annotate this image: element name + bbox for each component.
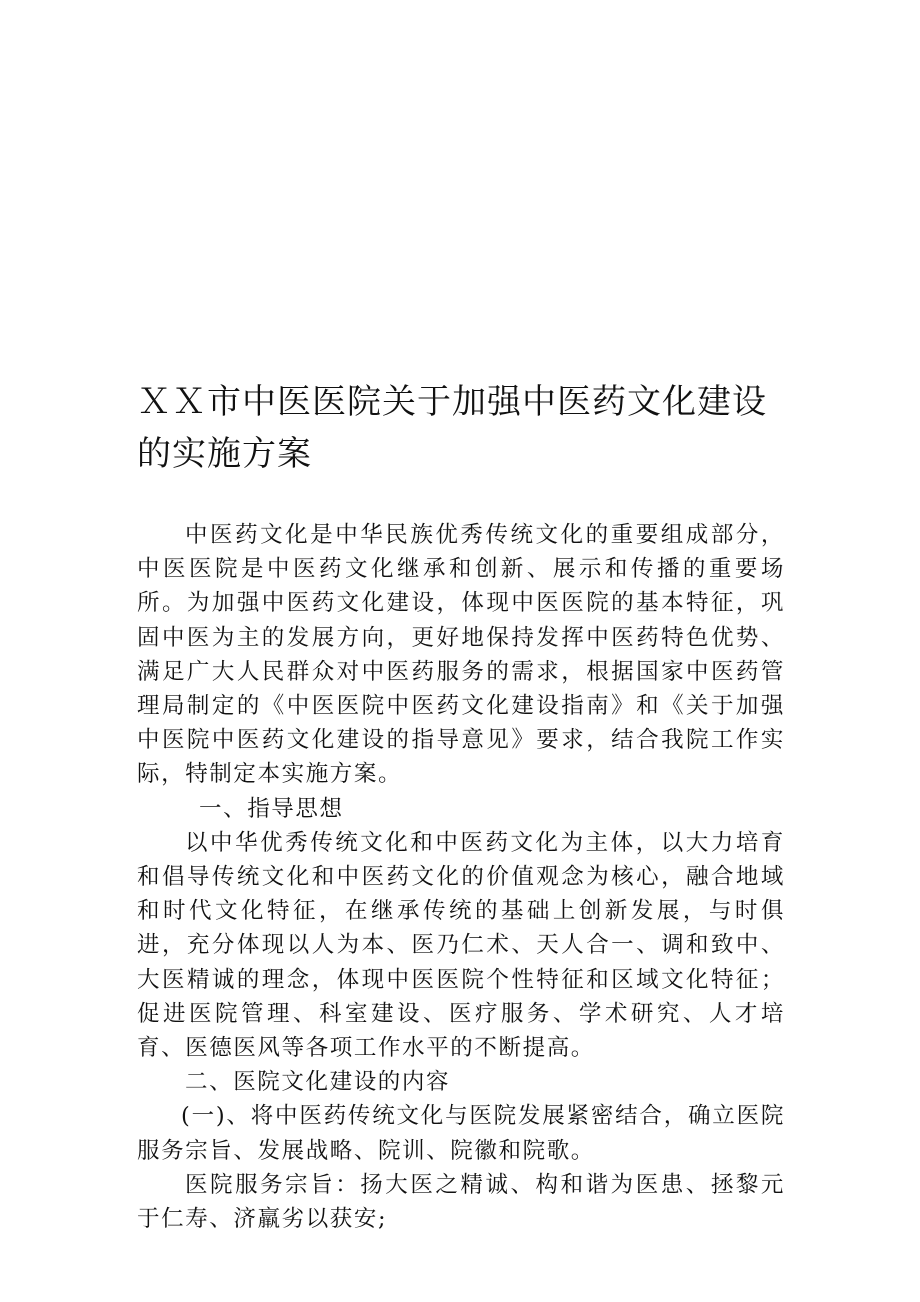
guiding-thought-paragraph: 以中华优秀传统文化和中医药文化为主体，以大力培育和倡导传统文化和中医药文化的价值观念为核心，融合地域和时代文化特征，在继承传统的基础上创新发展，与时俱进，充分体现以人为本、医乃仁术、天人合一、调和致中、大医精诚的理念，体现中医医院个性特征和区域文化特征；促进医院管理、科室建设、医疗服务、学术研究、人才培育、医德医风等各项工作水平的不断提高。 [137, 829, 785, 1062]
section-heading-guiding-thought: 一、指导思想 [199, 795, 344, 822]
intro-paragraph: 中医药文化是中华民族优秀传统文化的重要组成部分，中医医院是中医药文化继承和创新、展示和传播的重要场所。为加强中医药文化建设，体现中医医院的基本特征，巩固中医为主的发展方向，更好地保持发挥中医药特色优势、满足广大人民群众对中医药服务的需求，根据国家中医药管理局制定的《中医医院中医药文化建设指南》和《关于加强中医院中医药文化建设的指导意见》要求，结合我院工作实际，特制定本实施方案。 [137, 522, 785, 788]
service-purpose-paragraph: 医院服务宗旨：扬大医之精诚、构和谐为医患、拯黎元于仁寿、济羸劣以获安; [137, 1171, 785, 1233]
section-heading-culture-content: 二、医院文化建设的内容 [185, 1069, 451, 1096]
item-one-paragraph: (一)、将中医药传统文化与医院发展紧密结合，确立医院服务宗旨、发展战略、院训、院徽和院歌。 [137, 1103, 785, 1164]
document-body [137, 518, 785, 1236]
document-title: ＸＸ市中医医院关于加强中医药文化建设的实施方案 [137, 382, 767, 474]
